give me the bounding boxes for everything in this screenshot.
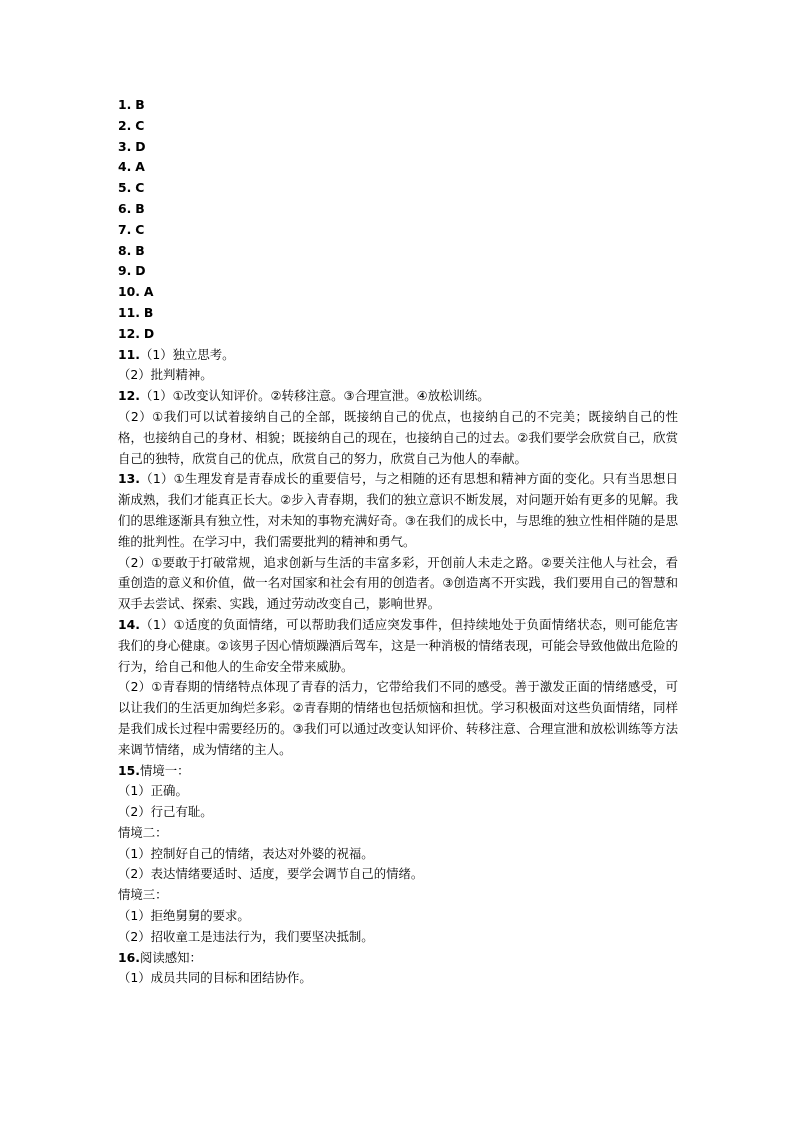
answer-letter: D (135, 138, 146, 154)
answer-part-2: （2）①青春期的情绪特点体现了青春的活力，它带给我们不同的感受。善于激发正面的情绪感受，可以让我们的生活更加绚烂多彩。②青春期的情绪也包括烦恼和担忧。学习积极面对这些负面情绪，同样是我们成长过程中需要经历的。③我们可以通过改变认知评价、转移注意、合理宣泄和放松训练等方法来调节情绪，成为情绪的主人。 (118, 679, 678, 757)
mc-answer-item (118, 137, 678, 158)
scenario-3-answer-2: （2）招收童工是违法行为，我们要坚决抵制。 (118, 928, 374, 944)
answer-part-2: （2）①我们可以试着接纳自己的全部，既接纳自己的优点，也接纳自己的不完美；既接纳自己的性格，也接纳自己的身材、相貌；既接纳自己的现在，也接纳自己的过去。②我们要学会欣赏自己，欣赏自己的独特，欣赏自己的优点，欣赏自己的努力，欣赏自己为他人的奉献。 (118, 408, 678, 466)
question-11 (118, 345, 678, 387)
question-number: 14. (118, 616, 140, 632)
scenario-1-answer-1: （1）正确。 (118, 783, 188, 799)
mc-answer-item (118, 282, 678, 303)
mc-answer-item (118, 303, 678, 324)
answer-part-1: （1）①适度的负面情绪，可以帮助我们适应突发事件，但持续地处于负面情绪状态，则可能危害我们的身心健康。②该男子因心情烦躁酒后驾车，这是一种消极的情绪表现，可能会导致他做出危险的行为，给自己和他人的生命安全带来威胁。 (118, 616, 678, 674)
answer-part-1: （1）①改变认知评价。②转移注意。③合理宣泄。④放松训练。 (139, 388, 490, 404)
question-number: 16. (118, 949, 140, 965)
mc-answer-item (118, 178, 678, 199)
question-number: 4. (118, 159, 132, 175)
mc-answer-item (118, 220, 678, 241)
question-number: 2. (118, 117, 132, 133)
scenario-3-title: 情境三： (118, 887, 168, 903)
reading-title: 阅读感知： (139, 949, 202, 965)
mc-answer-item (118, 116, 678, 137)
question-number: 8. (118, 242, 132, 258)
mc-answer-item (118, 261, 678, 282)
mc-answer-item (118, 157, 678, 178)
scenario-2-answer-1: （1）控制好自己的情绪，表达对外婆的祝福。 (118, 845, 374, 861)
answer-part-1: （1）成员共同的目标和团结协作。 (118, 970, 312, 986)
answer-letter: D (143, 325, 155, 341)
answer-part-2: （2）批判精神。 (118, 367, 213, 383)
question-number: 12. (118, 325, 140, 341)
question-number: 11. (118, 304, 140, 320)
question-number: 7. (118, 221, 132, 237)
question-number: 9. (118, 263, 132, 279)
answer-letter: C (135, 221, 145, 237)
question-number: 15. (118, 762, 140, 778)
answer-letter: A (135, 159, 145, 175)
question-12 (118, 386, 678, 469)
answer-letter: B (135, 200, 145, 216)
answer-letter: C (135, 180, 145, 196)
question-number: 11. (118, 346, 140, 362)
question-number: 13. (118, 471, 140, 487)
scenario-1-title: 情境一： (139, 762, 190, 778)
question-14 (118, 615, 678, 761)
scenario-1-answer-2: （2）行己有耻。 (118, 804, 213, 820)
question-13 (118, 469, 678, 615)
answer-document (118, 95, 678, 989)
answer-part-1: （1）独立思考。 (139, 346, 235, 362)
question-15 (118, 761, 678, 948)
answer-letter: B (143, 304, 154, 320)
question-number: 3. (118, 138, 132, 154)
answer-letter: B (135, 97, 145, 112)
question-16 (118, 948, 678, 990)
scenario-2-title: 情境二： (118, 824, 168, 840)
mc-answer-item (118, 324, 678, 345)
mc-answer-item (118, 199, 678, 220)
mc-answer-item (118, 95, 678, 116)
answer-letter: B (135, 242, 145, 258)
question-number: 12. (118, 388, 140, 404)
answer-letter: A (143, 284, 154, 300)
scenario-2-answer-2: （2）表达情绪要适时、适度，要学会调节自己的情绪。 (118, 866, 424, 882)
question-number: 6. (118, 200, 132, 216)
answer-letter: C (135, 117, 145, 133)
answer-part-1: （1）①生理发育是青春成长的重要信号，与之相随的还有思想和精神方面的变化。只有当思想日渐成熟，我们才能真正长大。②步入青春期，我们的独立意识不断发展，对问题开始有更多的见解。我们的思维逐渐具有独立性，对未知的事物充满好奇。③在我们的成长中，与思维的独立性相伴随的是思维的批判性。在学习中，我们需要批判的精神和勇气。 (118, 471, 678, 549)
question-number: 5. (118, 180, 132, 196)
question-number: 1. (118, 97, 132, 112)
answer-part-2: （2）①要敢于打破常规，追求创新与生活的丰富多彩，开创前人未走之路。②要关注他人与社会，看重创造的意义和价值，做一名对国家和社会有用的创造者。③创造离不开实践，我们要用自己的智慧和双手去尝试、探索、实践，通过劳动改变自己，影响世界。 (118, 554, 678, 612)
answer-letter: D (135, 263, 146, 279)
mc-answers-list (118, 95, 678, 345)
mc-answer-item (118, 241, 678, 262)
question-number: 10. (118, 284, 140, 300)
scenario-3-answer-1: （1）拒绝舅舅的要求。 (118, 908, 250, 924)
